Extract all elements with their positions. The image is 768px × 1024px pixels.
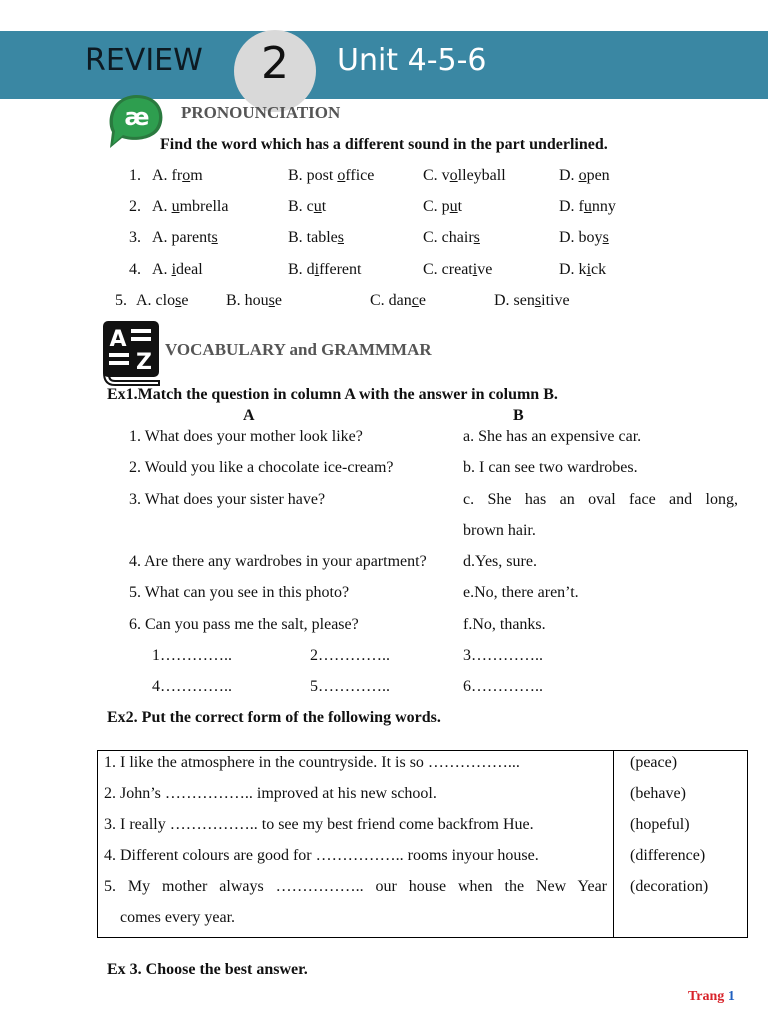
underlined-letters: s bbox=[337, 229, 344, 246]
option-text: C. p bbox=[423, 198, 450, 215]
pron-option[interactable] bbox=[136, 292, 188, 310]
answer-blank-2[interactable]: 2………….. bbox=[310, 647, 390, 664]
option-text: B. hou bbox=[226, 292, 269, 309]
table-row bbox=[98, 782, 748, 813]
ex1-title: Ex1.Match the question in column A with the answer in column B. bbox=[107, 386, 558, 403]
underlined-letters: i bbox=[586, 261, 592, 278]
underlined-letters: o bbox=[182, 167, 191, 184]
speech-bubble-icon bbox=[104, 92, 168, 152]
answer-blank-1[interactable]: 1………….. bbox=[152, 647, 232, 664]
option-text: A. bbox=[152, 261, 172, 278]
underlined-letters: c bbox=[411, 292, 419, 309]
ex2-word-5: (decoration) bbox=[630, 878, 709, 895]
table-row bbox=[98, 751, 748, 783]
az-letter-z: Z bbox=[136, 350, 152, 375]
option-text: C. creat bbox=[423, 261, 473, 278]
pron-option[interactable] bbox=[559, 167, 610, 185]
pronunciation-instruction: Find the word which has a different sound in the part underlined. bbox=[160, 136, 608, 153]
ex2-sentence-3: 3. I really …………….. to see my best friend come backfrom Hue. bbox=[104, 816, 534, 833]
ex2-sentence-4: 4. Different colours are good for …………….. rooms inyour house. bbox=[104, 847, 539, 864]
pron-item-number: 5. bbox=[115, 292, 127, 309]
underlined-letters: u bbox=[583, 198, 592, 215]
underlined-letters: u bbox=[313, 198, 322, 215]
option-text: A. parent bbox=[152, 229, 212, 246]
option-text: e bbox=[181, 292, 189, 309]
ex2-word-1: (peace) bbox=[630, 754, 678, 771]
answer-e: e.No, there aren’t. bbox=[463, 584, 579, 601]
table-row bbox=[98, 844, 748, 875]
pron-option[interactable] bbox=[226, 292, 282, 310]
column-b-header: B bbox=[513, 407, 524, 424]
underlined-letters: o bbox=[449, 167, 458, 184]
pron-option[interactable] bbox=[288, 198, 326, 216]
option-text: t bbox=[321, 198, 327, 215]
option-text: A. fr bbox=[152, 167, 183, 184]
answer-f: f.No, thanks. bbox=[463, 616, 546, 633]
az-letter-a: A bbox=[109, 327, 127, 352]
pron-option[interactable] bbox=[152, 229, 218, 247]
option-text: t bbox=[457, 198, 463, 215]
option-text: itive bbox=[541, 292, 570, 309]
question-3: 3. What does your sister have? bbox=[129, 491, 326, 508]
option-text: lleyball bbox=[457, 167, 506, 184]
option-text: D. sen bbox=[494, 292, 535, 309]
table-row bbox=[98, 875, 748, 938]
answer-blank-6[interactable]: 6………….. bbox=[463, 678, 543, 695]
pron-item-number: 1. bbox=[129, 167, 141, 184]
pron-option[interactable] bbox=[559, 261, 606, 279]
question-1: 1. What does your mother look like? bbox=[129, 428, 363, 445]
option-text: B. d bbox=[288, 261, 315, 278]
pron-option[interactable] bbox=[423, 229, 480, 247]
underlined-letters: o bbox=[337, 167, 346, 184]
pron-option[interactable] bbox=[559, 198, 616, 216]
underlined-letters: s bbox=[473, 229, 480, 246]
underlined-letters: s bbox=[602, 229, 609, 246]
option-text: B. c bbox=[288, 198, 314, 215]
answer-a: a. She has an expensive car. bbox=[463, 428, 642, 445]
option-text: C. chair bbox=[423, 229, 474, 246]
option-text: C. dan bbox=[370, 292, 412, 309]
pron-option[interactable] bbox=[423, 198, 462, 216]
option-text: nny bbox=[591, 198, 616, 215]
option-text: A. bbox=[152, 198, 172, 215]
pron-option[interactable] bbox=[559, 229, 609, 247]
answer-c-cont: brown hair. bbox=[463, 522, 536, 539]
ex3-title: Ex 3. Choose the best answer. bbox=[107, 961, 308, 978]
table-row bbox=[98, 813, 748, 844]
ex2-table bbox=[97, 750, 748, 938]
option-text: A. clo bbox=[136, 292, 176, 309]
question-5: 5. What can you see in this photo? bbox=[129, 584, 350, 601]
ex2-title: Ex2. Put the correct form of the following words. bbox=[107, 709, 441, 726]
answer-blank-5[interactable]: 5………….. bbox=[310, 678, 390, 695]
ex2-word-4: (difference) bbox=[630, 847, 706, 864]
option-text: ve bbox=[477, 261, 493, 278]
ae-glyph: æ bbox=[124, 103, 150, 131]
footer-page-number: 1 bbox=[727, 989, 735, 1004]
pron-option[interactable] bbox=[370, 292, 426, 310]
review-number: 2 bbox=[261, 38, 289, 89]
underlined-letters: i bbox=[171, 261, 177, 278]
dictionary-book-icon bbox=[101, 319, 163, 387]
option-text: B. table bbox=[288, 229, 338, 246]
answer-c: c. She has an oval face and long, bbox=[463, 491, 738, 508]
page-footer bbox=[688, 989, 735, 1005]
option-text: e bbox=[418, 292, 426, 309]
option-text: e bbox=[274, 292, 283, 309]
pron-option[interactable] bbox=[423, 261, 492, 279]
underlined-letters: s bbox=[175, 292, 182, 309]
option-text: D. boy bbox=[559, 229, 603, 246]
pron-option[interactable] bbox=[423, 167, 506, 185]
option-text: deal bbox=[176, 261, 203, 278]
underlined-letters: s bbox=[211, 229, 218, 246]
pron-item-number: 3. bbox=[129, 229, 141, 246]
option-text: mbrella bbox=[179, 198, 229, 215]
pron-option[interactable] bbox=[152, 167, 203, 185]
pron-item-number: 2. bbox=[129, 198, 141, 215]
option-text: ffice bbox=[345, 167, 375, 184]
pron-option[interactable] bbox=[152, 198, 228, 216]
column-a-header: A bbox=[243, 407, 255, 424]
question-2: 2. Would you like a chocolate ice-cream? bbox=[129, 459, 394, 476]
option-text: D. k bbox=[559, 261, 587, 278]
review-number-badge bbox=[234, 30, 316, 112]
ex2-word-3: (hopeful) bbox=[630, 816, 690, 833]
underlined-letters: s bbox=[534, 292, 542, 309]
underlined-letters: u bbox=[449, 198, 458, 215]
underlined-letters: o bbox=[578, 167, 587, 184]
answer-blank-3[interactable]: 3………….. bbox=[463, 647, 543, 664]
ex2-sentence-5: 5. My mother always …………….. our house when the New Year bbox=[104, 878, 607, 895]
pron-option[interactable] bbox=[288, 229, 344, 247]
underlined-letters: i bbox=[314, 261, 320, 278]
pron-option[interactable] bbox=[288, 261, 361, 279]
unit-title: Unit 4-5-6 bbox=[337, 43, 487, 78]
underlined-letters: s bbox=[268, 292, 275, 309]
pron-option[interactable] bbox=[494, 292, 570, 310]
option-text: D. f bbox=[559, 198, 584, 215]
option-text: ck bbox=[591, 261, 607, 278]
pron-item-number: 4. bbox=[129, 261, 141, 278]
question-4: 4. Are there any wardrobes in your apartment? bbox=[129, 553, 427, 570]
ex2-sentence-5-cont: comes every year. bbox=[120, 909, 236, 926]
option-text: m bbox=[190, 167, 203, 184]
ex2-word-2: (behave) bbox=[630, 785, 686, 802]
header-banner bbox=[0, 31, 768, 99]
option-text: pen bbox=[586, 167, 610, 184]
underlined-letters: u bbox=[171, 198, 180, 215]
answer-b: b. I can see two wardrobes. bbox=[463, 459, 638, 476]
review-label: REVIEW bbox=[85, 43, 203, 78]
pron-option[interactable] bbox=[288, 167, 374, 185]
pronunciation-title: PRONOUNCIATION bbox=[181, 103, 341, 122]
ex2-sentence-2: 2. John’s …………….. improved at his new school. bbox=[104, 785, 437, 802]
option-text: B. post bbox=[288, 167, 338, 184]
answer-blank-4[interactable]: 4………….. bbox=[152, 678, 232, 695]
pron-option[interactable] bbox=[152, 261, 203, 279]
answer-d: d.Yes, sure. bbox=[463, 553, 537, 570]
underlined-letters: i bbox=[472, 261, 478, 278]
vocabulary-title: VOCABULARY and GRAMMMAR bbox=[165, 340, 432, 359]
ex2-sentence-1: 1. I like the atmosphere in the countryside. It is so ……………... bbox=[104, 754, 520, 771]
option-text: fferent bbox=[319, 261, 362, 278]
option-text: D. bbox=[559, 167, 579, 184]
option-text: C. v bbox=[423, 167, 450, 184]
question-6: 6. Can you pass me the salt, please? bbox=[129, 616, 359, 633]
footer-label: Trang bbox=[688, 989, 725, 1004]
